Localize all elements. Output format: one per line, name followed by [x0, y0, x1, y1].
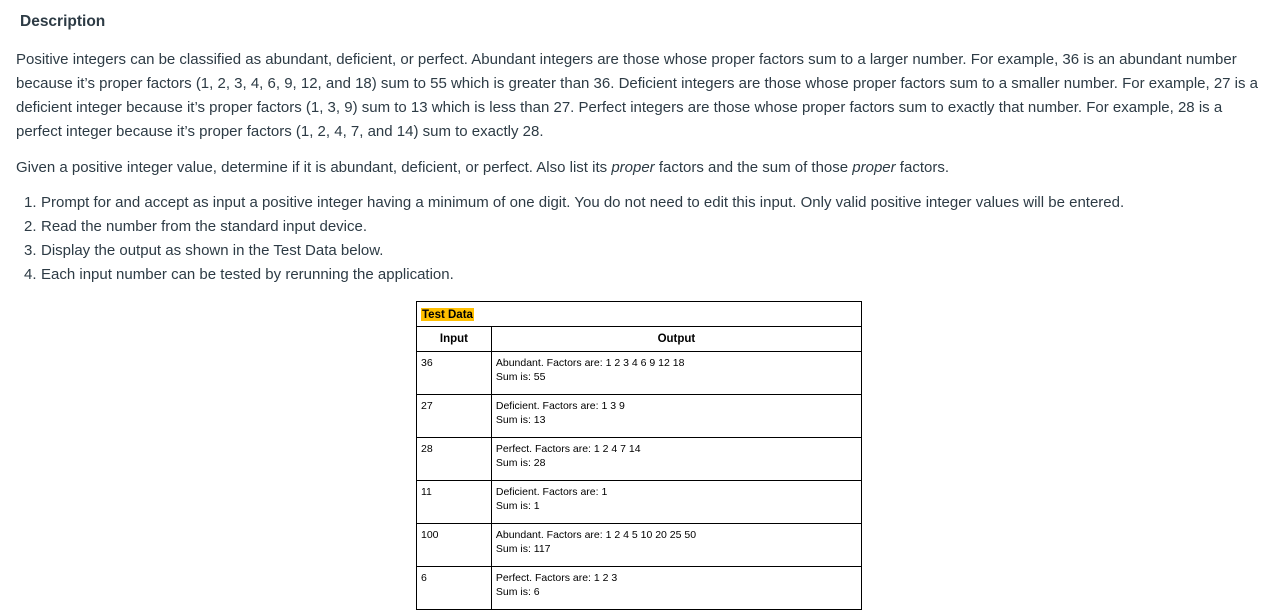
list-item [24, 215, 1261, 239]
table-row [417, 567, 862, 610]
task-text-part3: factors. [895, 159, 949, 176]
task-text-part2: factors and the sum of those [654, 159, 853, 176]
input-cell: 27 [417, 395, 492, 438]
input-cell: 100 [417, 524, 492, 567]
output-cell [491, 438, 861, 481]
table-header-row [417, 327, 862, 352]
output-cell [491, 395, 861, 438]
output-sum-line: Sum is: 6 [495, 586, 540, 598]
intro-paragraph: Positive integers can be classified as abundant, deficient, or perfect. Abundant integers are those whose proper factors sum to a larger number. For example, 36 is an abundant number because it’s proper factors (1, 2, 3, 4, 6, 9, 12, and 18) sum to 55 which is greater than 36. Deficient integers are those whose proper factors sum to a smaller number. For example, 27 is a deficient integer because it’s proper factors (1, 3, 9) sum to 13 which is less than 27. Perfect integers are those whose proper factors sum to exactly that number. For example, 28 is a perfect integer because it’s proper factors (1, 2, 4, 7, and 14) sum to exactly 28. [16, 51, 1259, 140]
table-caption-row [417, 302, 862, 327]
output-sum-line: Sum is: 28 [495, 457, 546, 469]
output-cell [491, 481, 861, 524]
step-text: Each input number can be tested by rerunning the application. [41, 266, 454, 283]
output-factors-line: Deficient. Factors are: 1 3 9 [495, 400, 625, 412]
table-row [417, 481, 862, 524]
table-row [417, 395, 862, 438]
output-cell [491, 567, 861, 610]
test-data-caption: Test Data [422, 309, 473, 321]
input-cell: 28 [417, 438, 492, 481]
output-factors-line: Abundant. Factors are: 1 2 3 4 6 9 12 18 [495, 357, 685, 369]
step-number: 1. [24, 194, 37, 211]
input-cell: 36 [417, 352, 492, 395]
table-row [417, 352, 862, 395]
table-row [417, 438, 862, 481]
list-item [24, 239, 1261, 263]
list-item [24, 263, 1261, 287]
output-factors-line: Deficient. Factors are: 1 [495, 486, 608, 498]
task-text-part1: Given a positive integer value, determine if it is abundant, deficient, or perfect. Also list its [16, 159, 612, 176]
task-paragraph [16, 156, 1261, 180]
output-sum-line: Sum is: 55 [495, 371, 546, 383]
output-factors-line: Abundant. Factors are: 1 2 4 5 10 20 25 50 [495, 529, 697, 541]
step-number: 4. [24, 266, 37, 283]
step-text: Read the number from the standard input device. [41, 218, 368, 235]
output-factors-line: Perfect. Factors are: 1 2 4 7 14 [495, 443, 641, 455]
output-cell [491, 352, 861, 395]
assignment-description [16, 10, 1261, 287]
output-sum-line: Sum is: 117 [495, 543, 551, 555]
test-data-table [416, 301, 862, 610]
output-sum-line: Sum is: 13 [495, 414, 546, 426]
output-column-header: Output [491, 327, 861, 352]
step-number: 3. [24, 242, 37, 259]
input-cell: 11 [417, 481, 492, 524]
section-heading: Description [20, 13, 106, 30]
output-factors-line: Perfect. Factors are: 1 2 3 [495, 572, 618, 584]
steps-list [24, 191, 1261, 287]
output-cell [491, 524, 861, 567]
task-emphasis-proper-2: proper [852, 159, 896, 176]
input-column-header: Input [417, 327, 492, 352]
list-item [24, 191, 1261, 215]
output-sum-line: Sum is: 1 [495, 500, 540, 512]
table-caption-cell [417, 302, 862, 327]
table-row [417, 524, 862, 567]
step-text: Prompt for and accept as input a positive integer having a minimum of one digit. You do not need to edit this input. Only valid positive integer values will be entered. [41, 194, 1125, 211]
input-cell: 6 [417, 567, 492, 610]
step-text: Display the output as shown in the Test Data below. [41, 242, 384, 259]
step-number: 2. [24, 218, 37, 235]
task-emphasis-proper-1: proper [611, 159, 655, 176]
